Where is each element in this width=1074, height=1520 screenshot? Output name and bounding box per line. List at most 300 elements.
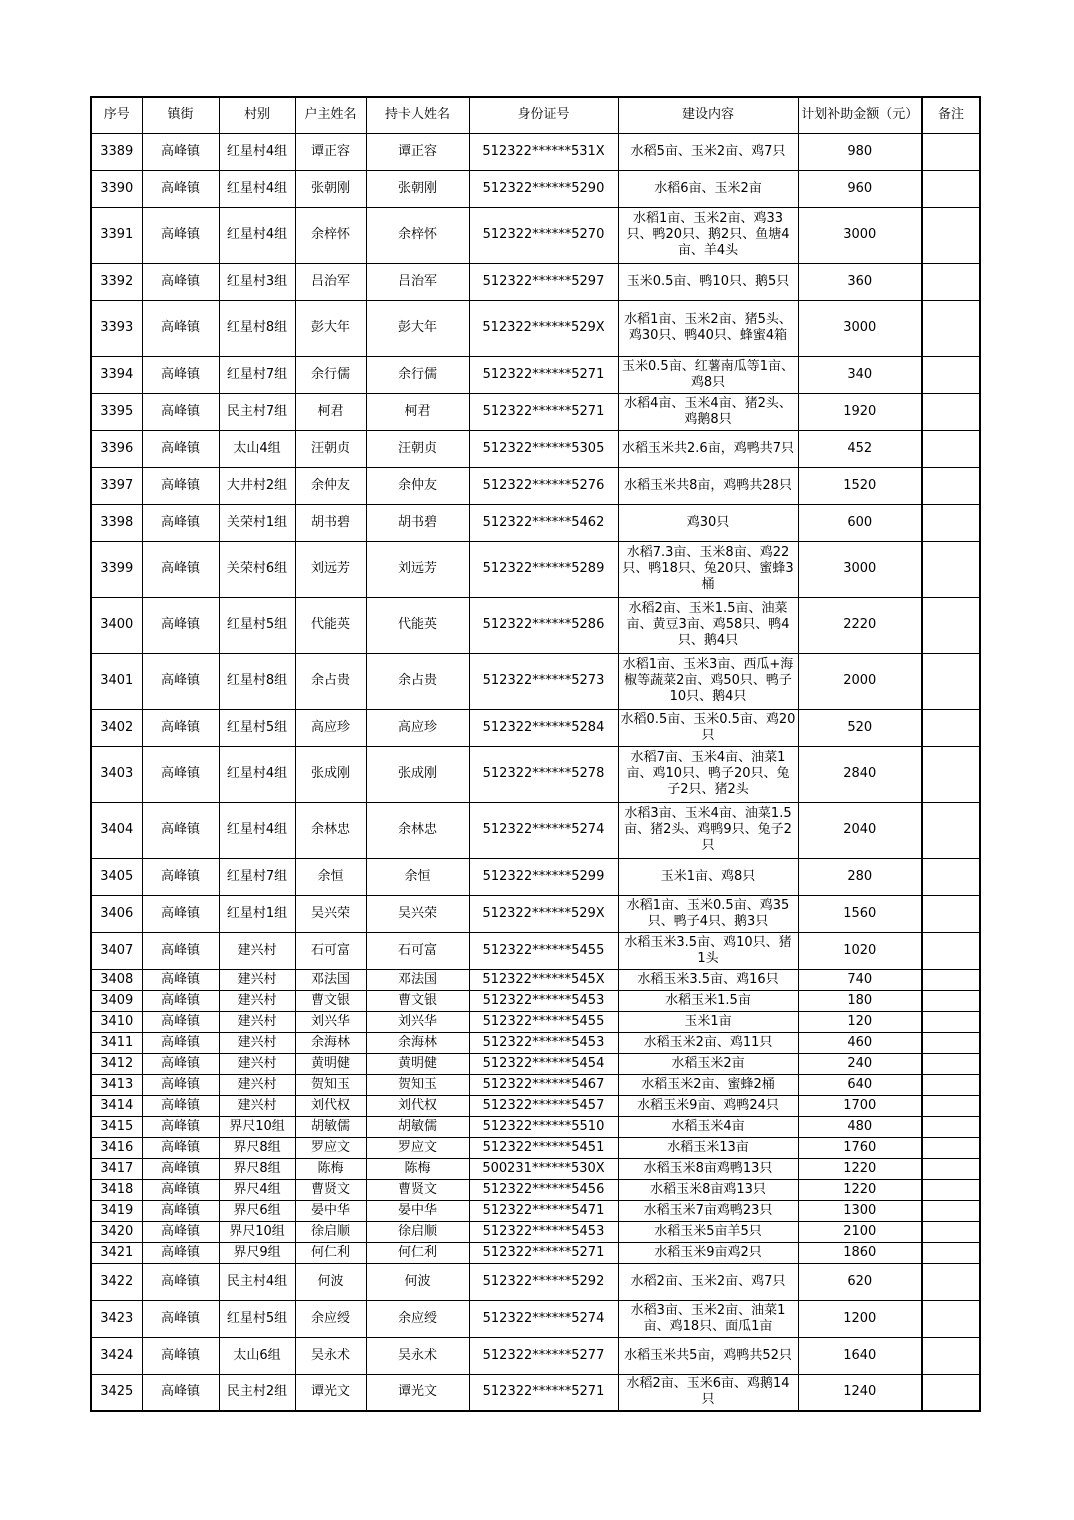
cell-seq: 3424: [91, 1337, 142, 1374]
cell-town: 高峰镇: [142, 170, 219, 207]
cell-householder: 吕治军: [295, 263, 366, 300]
cell-content: 水稻1亩、玉米3亩、西瓜+海椒等蔬菜2亩、鸡50只、鸭子10只、鹅4只: [618, 653, 798, 709]
cell-remarks: [922, 746, 980, 802]
cell-amount: 1300: [798, 1200, 922, 1221]
cell-cardholder: 邓法国: [366, 969, 469, 990]
cell-village: 界尺10组: [219, 1221, 295, 1242]
cell-village: 红星村4组: [219, 170, 295, 207]
cell-content: 水稻玉米2亩、鸡11只: [618, 1032, 798, 1053]
cell-content: 水稻1亩、玉米0.5亩、鸡35只、鸭子4只、鹅3只: [618, 895, 798, 932]
cell-cardholder: 石可富: [366, 932, 469, 969]
cell-cardholder: 汪朝贞: [366, 430, 469, 467]
table-row: [91, 1074, 980, 1095]
table-row: [91, 1337, 980, 1374]
cell-id-number: 512322******5462: [469, 504, 618, 541]
cell-amount: 3000: [798, 541, 922, 597]
cell-id-number: 512322******5274: [469, 1300, 618, 1337]
table-row: [91, 597, 980, 653]
cell-seq: 3401: [91, 653, 142, 709]
cell-amount: 1020: [798, 932, 922, 969]
cell-content: 水稻玉米2亩: [618, 1053, 798, 1074]
cell-town: 高峰镇: [142, 133, 219, 170]
cell-id-number: 512322******5467: [469, 1074, 618, 1095]
cell-cardholder: 曹文银: [366, 990, 469, 1011]
cell-householder: 高应珍: [295, 709, 366, 746]
cell-village: 建兴村: [219, 1053, 295, 1074]
cell-remarks: [922, 895, 980, 932]
cell-content: 水稻1亩、玉米2亩、鸡33只、鸭20只、鹅2只、鱼塘4亩、羊4头: [618, 207, 798, 263]
table-row: [91, 170, 980, 207]
cell-id-number: 512322******5455: [469, 932, 618, 969]
cell-amount: 2840: [798, 746, 922, 802]
cell-content: 水稻7.3亩、玉米8亩、鸡22只、鸭18只、兔20只、蜜蜂3桶: [618, 541, 798, 597]
cell-content: 水稻2亩、玉米2亩、鸡7只: [618, 1263, 798, 1300]
cell-householder: 黄明健: [295, 1053, 366, 1074]
cell-householder: 代能英: [295, 597, 366, 653]
cell-seq: 3390: [91, 170, 142, 207]
cell-village: 界尺9组: [219, 1242, 295, 1263]
cell-village: 红星村8组: [219, 653, 295, 709]
cell-amount: 2000: [798, 653, 922, 709]
cell-cardholder: 吕治军: [366, 263, 469, 300]
cell-id-number: 512322******5271: [469, 393, 618, 430]
table-row: [91, 504, 980, 541]
cell-cardholder: 何波: [366, 1263, 469, 1300]
cell-id-number: 512322******5271: [469, 1374, 618, 1411]
cell-village: 关荣村6组: [219, 541, 295, 597]
cell-remarks: [922, 1200, 980, 1221]
cell-remarks: [922, 356, 980, 393]
cell-remarks: [922, 969, 980, 990]
table-row: [91, 1137, 980, 1158]
cell-amount: 3000: [798, 300, 922, 356]
table-row: [91, 1158, 980, 1179]
cell-householder: 贺知玉: [295, 1074, 366, 1095]
cell-remarks: [922, 932, 980, 969]
cell-content: 水稻1亩、玉米2亩、猪5头、鸡30只、鸭40只、蜂蜜4箱: [618, 300, 798, 356]
cell-village: 红星村4组: [219, 133, 295, 170]
cell-amount: 480: [798, 1116, 922, 1137]
cell-remarks: [922, 467, 980, 504]
cell-householder: 徐启顺: [295, 1221, 366, 1242]
cell-content: 水稻玉米9亩鸡2只: [618, 1242, 798, 1263]
cell-village: 红星村5组: [219, 1300, 295, 1337]
cell-seq: 3398: [91, 504, 142, 541]
cell-remarks: [922, 802, 980, 858]
cell-town: 高峰镇: [142, 1116, 219, 1137]
cell-id-number: 512322******5453: [469, 1032, 618, 1053]
cell-town: 高峰镇: [142, 1158, 219, 1179]
cell-householder: 谭光文: [295, 1374, 366, 1411]
cell-cardholder: 谭正容: [366, 133, 469, 170]
table-row: [91, 895, 980, 932]
cell-remarks: [922, 393, 980, 430]
cell-householder: 彭大年: [295, 300, 366, 356]
cell-remarks: [922, 1074, 980, 1095]
table-row: [91, 1221, 980, 1242]
cell-content: 水稻3亩、玉米4亩、油菜1.5亩、猪2头、鸡鸭9只、兔子2只: [618, 802, 798, 858]
table-row: [91, 393, 980, 430]
cell-householder: 曹贤文: [295, 1179, 366, 1200]
cell-householder: 余应绶: [295, 1300, 366, 1337]
cell-id-number: 512322******5276: [469, 467, 618, 504]
cell-seq: 3395: [91, 393, 142, 430]
cell-town: 高峰镇: [142, 1200, 219, 1221]
table-row: [91, 1011, 980, 1032]
cell-seq: 3402: [91, 709, 142, 746]
cell-town: 高峰镇: [142, 1074, 219, 1095]
cell-householder: 余林忠: [295, 802, 366, 858]
cell-cardholder: 张成刚: [366, 746, 469, 802]
cell-seq: 3416: [91, 1137, 142, 1158]
cell-amount: 1240: [798, 1374, 922, 1411]
cell-seq: 3399: [91, 541, 142, 597]
cell-town: 高峰镇: [142, 858, 219, 895]
cell-seq: 3392: [91, 263, 142, 300]
cell-town: 高峰镇: [142, 1242, 219, 1263]
cell-town: 高峰镇: [142, 430, 219, 467]
cell-amount: 240: [798, 1053, 922, 1074]
cell-householder: 余占贵: [295, 653, 366, 709]
cell-remarks: [922, 597, 980, 653]
cell-village: 大井村2组: [219, 467, 295, 504]
col-header-id-number: 身份证号: [469, 97, 618, 133]
cell-amount: 960: [798, 170, 922, 207]
cell-seq: 3408: [91, 969, 142, 990]
cell-householder: 柯君: [295, 393, 366, 430]
cell-id-number: 512322******545X: [469, 969, 618, 990]
cell-town: 高峰镇: [142, 1095, 219, 1116]
cell-householder: 吴永术: [295, 1337, 366, 1374]
cell-amount: 120: [798, 1011, 922, 1032]
cell-id-number: 512322******5284: [469, 709, 618, 746]
cell-village: 太山6组: [219, 1337, 295, 1374]
cell-amount: 360: [798, 263, 922, 300]
cell-remarks: [922, 709, 980, 746]
cell-seq: 3404: [91, 802, 142, 858]
cell-id-number: 512322******5510: [469, 1116, 618, 1137]
cell-amount: 2220: [798, 597, 922, 653]
cell-cardholder: 何仁利: [366, 1242, 469, 1263]
cell-village: 建兴村: [219, 1011, 295, 1032]
cell-cardholder: 余行儒: [366, 356, 469, 393]
cell-content: 水稻玉米共8亩，鸡鸭共28只: [618, 467, 798, 504]
cell-village: 红星村5组: [219, 597, 295, 653]
cell-town: 高峰镇: [142, 467, 219, 504]
cell-remarks: [922, 300, 980, 356]
cell-content: 水稻玉米2亩、蜜蜂2桶: [618, 1074, 798, 1095]
cell-town: 高峰镇: [142, 932, 219, 969]
cell-amount: 1920: [798, 393, 922, 430]
cell-amount: 1220: [798, 1158, 922, 1179]
table-row: [91, 207, 980, 263]
cell-seq: 3425: [91, 1374, 142, 1411]
cell-seq: 3397: [91, 467, 142, 504]
cell-amount: 640: [798, 1074, 922, 1095]
cell-amount: 620: [798, 1263, 922, 1300]
cell-amount: 1700: [798, 1095, 922, 1116]
col-header-cardholder: 持卡人姓名: [366, 97, 469, 133]
cell-town: 高峰镇: [142, 1337, 219, 1374]
cell-seq: 3405: [91, 858, 142, 895]
cell-cardholder: 余海林: [366, 1032, 469, 1053]
table-row: [91, 969, 980, 990]
subsidy-table: [90, 96, 981, 1412]
cell-seq: 3415: [91, 1116, 142, 1137]
cell-content: 水稻3亩、玉米2亩、油菜1亩、鸡18只、面瓜1亩: [618, 1300, 798, 1337]
cell-town: 高峰镇: [142, 1179, 219, 1200]
cell-seq: 3418: [91, 1179, 142, 1200]
cell-village: 红星村4组: [219, 207, 295, 263]
cell-town: 高峰镇: [142, 969, 219, 990]
cell-remarks: [922, 1263, 980, 1300]
cell-content: 水稻玉米9亩、鸡鸭24只: [618, 1095, 798, 1116]
cell-id-number: 512322******5270: [469, 207, 618, 263]
cell-seq: 3413: [91, 1074, 142, 1095]
table-body: [91, 133, 980, 1411]
table-row: [91, 1242, 980, 1263]
cell-amount: 1760: [798, 1137, 922, 1158]
cell-householder: 何波: [295, 1263, 366, 1300]
cell-cardholder: 刘代权: [366, 1095, 469, 1116]
cell-householder: 余恒: [295, 858, 366, 895]
cell-id-number: 512322******5271: [469, 1242, 618, 1263]
cell-content: 水稻玉米3.5亩、鸡16只: [618, 969, 798, 990]
cell-remarks: [922, 1137, 980, 1158]
cell-amount: 1220: [798, 1179, 922, 1200]
table-row: [91, 1300, 980, 1337]
cell-village: 界尺10组: [219, 1116, 295, 1137]
cell-id-number: 512322******5286: [469, 597, 618, 653]
cell-cardholder: 罗应文: [366, 1137, 469, 1158]
cell-id-number: 512322******5273: [469, 653, 618, 709]
cell-content: 玉米1亩: [618, 1011, 798, 1032]
cell-cardholder: 余占贵: [366, 653, 469, 709]
cell-town: 高峰镇: [142, 746, 219, 802]
cell-town: 高峰镇: [142, 1053, 219, 1074]
cell-id-number: 512322******5290: [469, 170, 618, 207]
cell-amount: 980: [798, 133, 922, 170]
cell-cardholder: 刘远芳: [366, 541, 469, 597]
cell-village: 关荣村1组: [219, 504, 295, 541]
cell-id-number: 500231******530X: [469, 1158, 618, 1179]
cell-householder: 刘远芳: [295, 541, 366, 597]
cell-remarks: [922, 990, 980, 1011]
cell-amount: 1560: [798, 895, 922, 932]
cell-remarks: [922, 1221, 980, 1242]
table-row: [91, 858, 980, 895]
cell-cardholder: 柯君: [366, 393, 469, 430]
cell-village: 红星村4组: [219, 746, 295, 802]
cell-town: 高峰镇: [142, 300, 219, 356]
cell-seq: 3396: [91, 430, 142, 467]
cell-village: 红星村4组: [219, 802, 295, 858]
cell-village: 红星村8组: [219, 300, 295, 356]
cell-village: 红星村3组: [219, 263, 295, 300]
cell-village: 界尺4组: [219, 1179, 295, 1200]
table-row: [91, 802, 980, 858]
cell-remarks: [922, 1242, 980, 1263]
cell-id-number: 512322******529X: [469, 300, 618, 356]
cell-id-number: 512322******5453: [469, 1221, 618, 1242]
cell-householder: 吴兴荣: [295, 895, 366, 932]
cell-seq: 3411: [91, 1032, 142, 1053]
cell-remarks: [922, 170, 980, 207]
col-header-seq: 序号: [91, 97, 142, 133]
cell-remarks: [922, 207, 980, 263]
cell-seq: 3406: [91, 895, 142, 932]
cell-remarks: [922, 1374, 980, 1411]
cell-cardholder: 晏中华: [366, 1200, 469, 1221]
cell-cardholder: 陈梅: [366, 1158, 469, 1179]
cell-seq: 3412: [91, 1053, 142, 1074]
cell-householder: 余行儒: [295, 356, 366, 393]
cell-remarks: [922, 1337, 980, 1374]
cell-remarks: [922, 430, 980, 467]
cell-village: 红星村7组: [219, 858, 295, 895]
cell-remarks: [922, 1095, 980, 1116]
table-row: [91, 1032, 980, 1053]
cell-remarks: [922, 653, 980, 709]
col-header-town: 镇街: [142, 97, 219, 133]
cell-town: 高峰镇: [142, 393, 219, 430]
cell-content: 水稻玉米7亩鸡鸭23只: [618, 1200, 798, 1221]
cell-id-number: 512322******5292: [469, 1263, 618, 1300]
cell-cardholder: 刘兴华: [366, 1011, 469, 1032]
cell-town: 高峰镇: [142, 1263, 219, 1300]
cell-amount: 1640: [798, 1337, 922, 1374]
cell-id-number: 512322******5456: [469, 1179, 618, 1200]
cell-amount: 280: [798, 858, 922, 895]
cell-cardholder: 余恒: [366, 858, 469, 895]
cell-remarks: [922, 1032, 980, 1053]
cell-cardholder: 余应绶: [366, 1300, 469, 1337]
table-row: [91, 430, 980, 467]
cell-town: 高峰镇: [142, 895, 219, 932]
cell-id-number: 512322******5457: [469, 1095, 618, 1116]
cell-remarks: [922, 541, 980, 597]
table-row: [91, 1116, 980, 1137]
table-row: [91, 1263, 980, 1300]
cell-id-number: 512322******5289: [469, 541, 618, 597]
cell-householder: 胡敏儒: [295, 1116, 366, 1137]
cell-village: 界尺6组: [219, 1200, 295, 1221]
cell-remarks: [922, 858, 980, 895]
cell-householder: 陈梅: [295, 1158, 366, 1179]
table-row: [91, 356, 980, 393]
cell-village: 界尺8组: [219, 1158, 295, 1179]
cell-householder: 张成刚: [295, 746, 366, 802]
cell-town: 高峰镇: [142, 709, 219, 746]
cell-town: 高峰镇: [142, 1137, 219, 1158]
header-row: [91, 97, 980, 133]
cell-cardholder: 余梓怀: [366, 207, 469, 263]
cell-householder: 余梓怀: [295, 207, 366, 263]
cell-seq: 3391: [91, 207, 142, 263]
table-row: [91, 1095, 980, 1116]
cell-village: 建兴村: [219, 1032, 295, 1053]
cell-amount: 2040: [798, 802, 922, 858]
cell-cardholder: 代能英: [366, 597, 469, 653]
cell-id-number: 512322******5305: [469, 430, 618, 467]
cell-remarks: [922, 263, 980, 300]
cell-seq: 3414: [91, 1095, 142, 1116]
cell-householder: 刘代权: [295, 1095, 366, 1116]
cell-householder: 余仲友: [295, 467, 366, 504]
cell-id-number: 512322******529X: [469, 895, 618, 932]
table-row: [91, 263, 980, 300]
cell-content: 水稻玉米4亩: [618, 1116, 798, 1137]
cell-seq: 3422: [91, 1263, 142, 1300]
cell-id-number: 512322******5271: [469, 356, 618, 393]
cell-amount: 1520: [798, 467, 922, 504]
cell-cardholder: 吴兴荣: [366, 895, 469, 932]
cell-content: 水稻2亩、玉米6亩、鸡鹅14只: [618, 1374, 798, 1411]
cell-cardholder: 曹贤文: [366, 1179, 469, 1200]
cell-seq: 3423: [91, 1300, 142, 1337]
cell-remarks: [922, 1179, 980, 1200]
cell-seq: 3417: [91, 1158, 142, 1179]
cell-town: 高峰镇: [142, 207, 219, 263]
cell-seq: 3393: [91, 300, 142, 356]
cell-amount: 1860: [798, 1242, 922, 1263]
cell-cardholder: 彭大年: [366, 300, 469, 356]
cell-id-number: 512322******5277: [469, 1337, 618, 1374]
cell-content: 玉米1亩、鸡8只: [618, 858, 798, 895]
cell-village: 建兴村: [219, 1074, 295, 1095]
cell-seq: 3407: [91, 932, 142, 969]
cell-town: 高峰镇: [142, 1221, 219, 1242]
col-header-amount: 计划补助金额（元）: [798, 97, 922, 133]
col-header-content: 建设内容: [618, 97, 798, 133]
cell-town: 高峰镇: [142, 653, 219, 709]
cell-village: 建兴村: [219, 990, 295, 1011]
cell-householder: 邓法国: [295, 969, 366, 990]
table-row: [91, 653, 980, 709]
cell-cardholder: 徐启顺: [366, 1221, 469, 1242]
cell-town: 高峰镇: [142, 990, 219, 1011]
cell-content: 水稻玉米13亩: [618, 1137, 798, 1158]
cell-cardholder: 胡敏儒: [366, 1116, 469, 1137]
cell-remarks: [922, 133, 980, 170]
cell-content: 水稻0.5亩、玉米0.5亩、鸡20只: [618, 709, 798, 746]
cell-id-number: 512322******531X: [469, 133, 618, 170]
cell-amount: 520: [798, 709, 922, 746]
cell-remarks: [922, 1300, 980, 1337]
cell-content: 玉米0.5亩、红薯南瓜等1亩、鸡8只: [618, 356, 798, 393]
cell-id-number: 512322******5451: [469, 1137, 618, 1158]
cell-town: 高峰镇: [142, 356, 219, 393]
cell-cardholder: 谭光文: [366, 1374, 469, 1411]
cell-householder: 谭正容: [295, 133, 366, 170]
cell-id-number: 512322******5278: [469, 746, 618, 802]
cell-cardholder: 吴永术: [366, 1337, 469, 1374]
cell-amount: 180: [798, 990, 922, 1011]
cell-village: 红星村7组: [219, 356, 295, 393]
cell-content: 水稻玉米3.5亩、鸡10只、猪1头: [618, 932, 798, 969]
cell-householder: 刘兴华: [295, 1011, 366, 1032]
cell-content: 水稻玉米1.5亩: [618, 990, 798, 1011]
cell-content: 水稻玉米8亩鸡鸭13只: [618, 1158, 798, 1179]
cell-cardholder: 胡书碧: [366, 504, 469, 541]
cell-village: 红星村1组: [219, 895, 295, 932]
cell-cardholder: 余林忠: [366, 802, 469, 858]
cell-amount: 3000: [798, 207, 922, 263]
table-row: [91, 709, 980, 746]
table-row: [91, 746, 980, 802]
cell-amount: 460: [798, 1032, 922, 1053]
cell-town: 高峰镇: [142, 541, 219, 597]
